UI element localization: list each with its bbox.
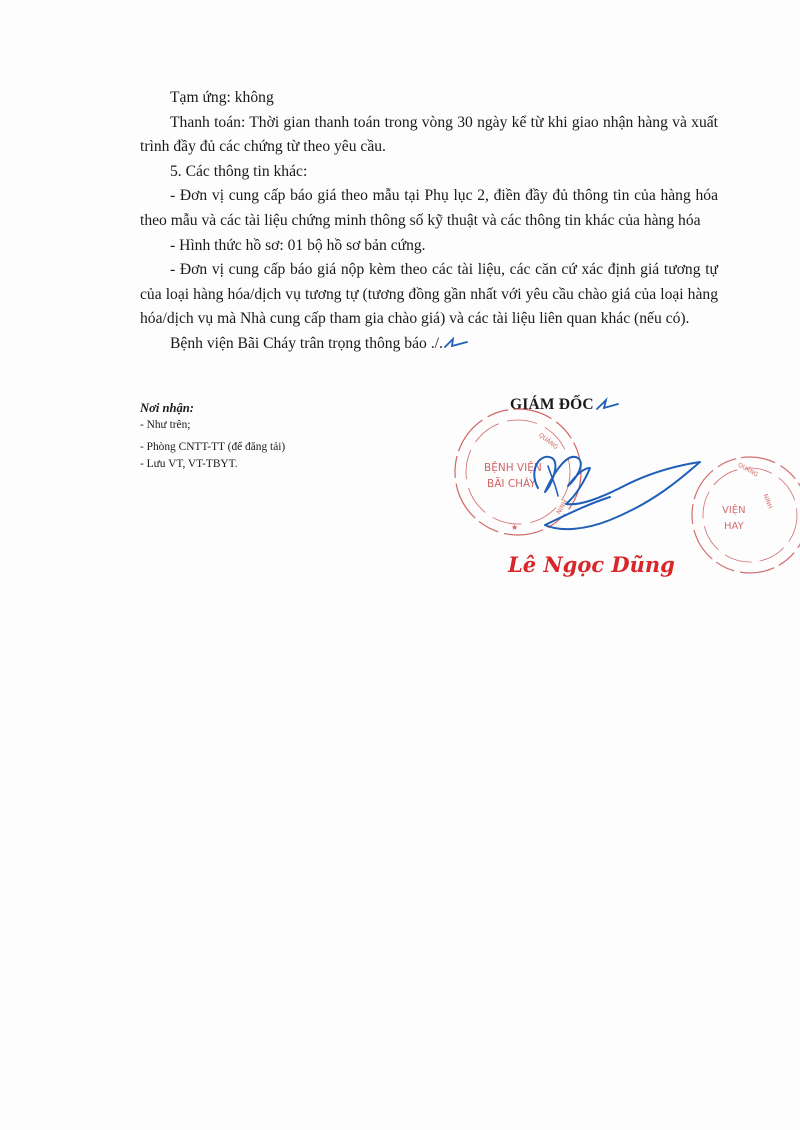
recipients-title: Nơi nhận: bbox=[140, 401, 195, 415]
stamp-line-2: BÃI CHÁY bbox=[487, 478, 536, 490]
partial-stamp-edge-right: NINH bbox=[761, 493, 774, 510]
partial-stamp bbox=[692, 457, 800, 573]
handwritten-signature bbox=[534, 457, 700, 529]
stamp-edge-top: QUẢNG bbox=[537, 431, 560, 452]
advance-payment-line: Tạm ứng: không bbox=[170, 89, 274, 106]
dossier-form-paragraph: - Hình thức hồ sơ: 01 bộ hồ sơ bản cứng. bbox=[170, 236, 426, 254]
stamp-line-1: BỆNH VIỆN bbox=[484, 462, 542, 474]
stamp-edge-right: NINH bbox=[555, 498, 570, 516]
quotation-form-paragraph: - Đơn vị cung cấp báo giá theo mẫu tại Phụ lục 2, điền đầy đủ thông tin của hàng hóa theo mẫu và các tài liệu chứng minh thông số kỹ thuật và các thông tin khác của hàng hóa bbox=[140, 187, 718, 229]
star-icon: ★ bbox=[511, 523, 519, 532]
recipient-item: - Phòng CNTT-TT (để đăng tải) bbox=[140, 441, 286, 453]
partial-stamp-line-2: HAY bbox=[724, 521, 744, 532]
partial-stamp-line-1: VIỆN bbox=[722, 505, 746, 516]
position-title: GIÁM ĐỐC bbox=[510, 396, 594, 413]
attached-documents-paragraph: - Đơn vị cung cấp báo giá nộp kèm theo các tài liệu, các căn cứ xác định giá tương tự của loại hàng hóa/dịch vụ tương tự (tương đồng gần nhất với yêu cầu chào giá của loại hàng hóa/dịch vụ mà Nhà cung cấp tham gia chào giá) và các tài liệu liên quan khác (nếu có). bbox=[140, 261, 718, 328]
signer-name: Lê Ngọc Dũng bbox=[508, 552, 675, 577]
partial-stamp-edge-top: QUẢNG bbox=[736, 461, 760, 479]
payment-terms-paragraph: Thanh toán: Thời gian thanh toán trong vòng 30 ngày kể từ khi giao nhận hàng và xuất trình đầy đủ các chứng từ theo yêu cầu. bbox=[140, 113, 718, 156]
other-info-heading: 5. Các thông tin khác: bbox=[170, 162, 308, 180]
recipient-item: - Như trên; bbox=[140, 418, 191, 431]
recipient-item: - Lưu VT, VT-TBYT. bbox=[140, 457, 238, 470]
closing-text: Bệnh viện Bãi Cháy trân trọng thông báo ./. bbox=[170, 334, 443, 352]
